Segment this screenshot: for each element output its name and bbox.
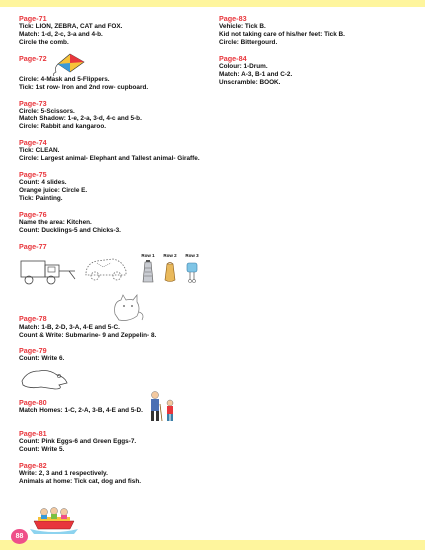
answer-line: Kid not taking care of his/her feet: Tick B. [219, 30, 345, 38]
answer-line: Unscramble: BOOK. [219, 78, 281, 86]
section-page-74 [19, 138, 219, 163]
answer-line: Circle: Bittergourd. [219, 38, 278, 46]
answer-line: Circle: 5-Scissors. [19, 107, 75, 115]
bottom-band [0, 540, 425, 550]
right-column [219, 14, 414, 93]
section-heading: Page-83 [219, 14, 247, 23]
answer-line: Circle: Rabbit and kangaroo. [19, 123, 106, 131]
sack-icon [163, 260, 177, 284]
section-page-79 [19, 346, 219, 391]
grandfather-child-illustration [147, 390, 177, 422]
section-page-81 [19, 429, 219, 454]
answer-line: Tick: CLEAN. [19, 147, 60, 155]
cat-sketch-illustration [109, 294, 145, 324]
answer-line: Count & Write: Submarine- 9 and Zeppelin- 8. [19, 331, 157, 339]
section-heading: Page-80 [19, 398, 47, 408]
answer-line: Count: Write 6. [19, 355, 65, 363]
boat-kids-illustration [28, 501, 80, 535]
section-heading: Page-79 [19, 346, 47, 356]
section-heading: Page-82 [19, 461, 47, 471]
answer-line: Circle: Largest animal- Elephant and Tallest animal- Giraffe. [19, 155, 200, 163]
section-heading: Page-72 [19, 53, 47, 63]
section-page-78 [19, 294, 219, 340]
section-page-71 [19, 14, 219, 47]
answer-line: Colour: 1-Drum. [219, 62, 268, 70]
answer-line: Count: 4 slides. [19, 179, 67, 187]
section-page-84 [219, 54, 414, 87]
row-label: Row 3 [185, 252, 199, 258]
answer-line: Count: Pink Eggs-6 and Green Eggs-7. [19, 438, 137, 446]
answer-line: Match: 1-d, 2-c, 3-a and 4-b. [19, 30, 103, 38]
section-heading: Page-84 [219, 53, 247, 63]
answer-line: Tick: Painting. [19, 194, 63, 202]
section-heading: Page-74 [19, 138, 47, 148]
dotted-car-illustration [83, 253, 129, 283]
answer-line: Name the area: Kitchen. [19, 218, 92, 226]
answer-line: Tick: 1st row- Iron and 2nd row- cupboard. [19, 83, 149, 91]
section-heading: Page-78 [19, 313, 47, 323]
answer-line: Vehicle: Tick B. [219, 23, 266, 30]
section-heading: Page-81 [19, 429, 47, 439]
page-number-badge: 88 [11, 529, 28, 544]
row-objects [141, 253, 199, 284]
answer-line: Tick: LION, ZEBRA, CAT and FOX. [19, 23, 123, 30]
answer-line: Orange juice: Circle E. [19, 186, 88, 194]
section-page-80 [19, 398, 219, 422]
kite-illustration [50, 52, 90, 76]
left-column [19, 14, 219, 493]
answer-line: Circle: 4-Mask and 5-Flippers. [19, 75, 110, 83]
answer-line: Count: Ducklings-5 and Chicks-3. [19, 226, 121, 234]
grater-icon [141, 260, 155, 284]
section-heading: Page-77 [19, 241, 47, 251]
section-page-77 [19, 242, 219, 287]
section-page-76 [19, 210, 219, 235]
section-heading: Page-76 [19, 209, 47, 219]
answer-line: Match: 1-B, 2-D, 3-A, 4-E and 5-C. [19, 323, 120, 331]
truck-outline-illustration [19, 253, 77, 287]
row-label: Row 2 [163, 252, 177, 258]
section-page-75 [19, 170, 219, 203]
row-label: Row 1 [141, 252, 155, 258]
answer-line: Animals at home: Tick cat, dog and fish. [19, 478, 142, 486]
section-page-73 [19, 99, 219, 132]
answer-line: Match Homes: 1-C, 2-A, 3-B, 4-E and 5-D. [19, 407, 143, 415]
answer-line: Count: Write 5. [19, 446, 65, 454]
mixer-icon [185, 260, 199, 284]
frog-outline-illustration [19, 365, 71, 391]
section-page-83 [219, 14, 414, 47]
section-page-72 [19, 54, 219, 92]
section-heading: Page-73 [19, 98, 47, 108]
section-page-82 [19, 461, 219, 486]
section-heading: Page-75 [19, 170, 47, 180]
answer-line: Circle the comb. [19, 38, 69, 46]
top-band [0, 0, 425, 7]
section-heading: Page-71 [19, 14, 47, 23]
answer-line: Match Shadow: 1-e, 2-a, 3-d, 4-c and 5-b. [19, 115, 142, 123]
answer-line: Write: 2, 3 and 1 respectively. [19, 470, 108, 478]
answer-line: Match: A-3, B-1 and C-2. [219, 70, 293, 78]
